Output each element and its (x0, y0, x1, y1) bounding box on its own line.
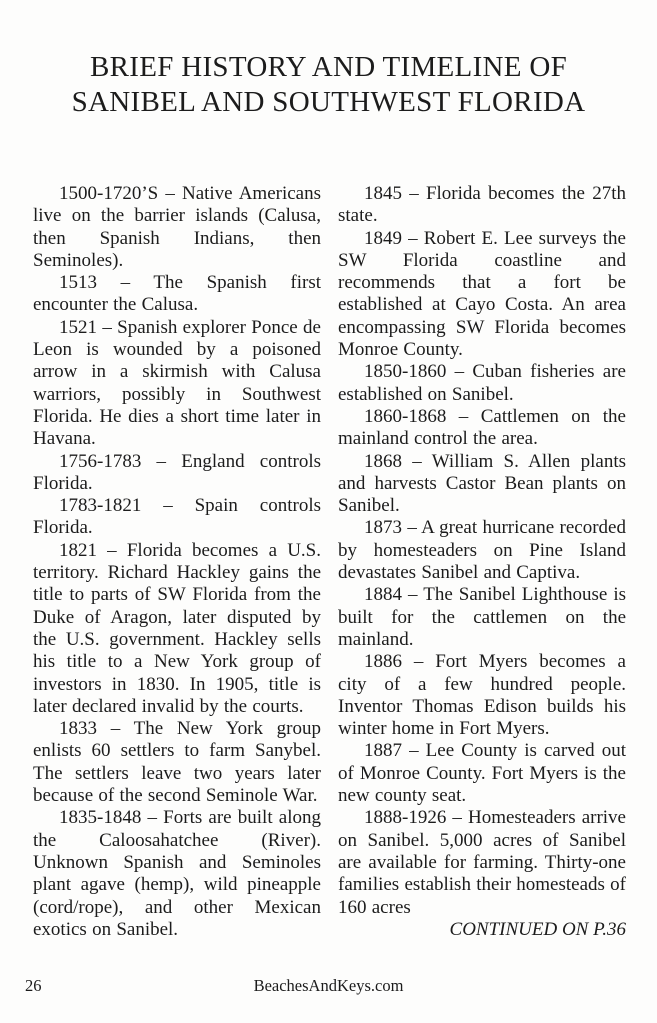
timeline-paragraph: 1873 – A great hurricane recorded by homesteaders on Pine Island devastates Sanibel and Captiva. (338, 517, 626, 584)
timeline-column-right (338, 183, 626, 941)
timeline-paragraph: 1821 – Florida becomes a U.S. territory. Richard Hackley gains the title to parts of SW Florida from the Duke of Aragon, later disputed by the U.S. government. Hackley sells his title to a New York group of investors in 1830. In 1905, title is later declared invalid by the courts. (33, 539, 321, 717)
page-title-line-1: BRIEF HISTORY AND TIMELINE OF (89, 51, 568, 83)
page-footer (0, 976, 657, 996)
timeline-paragraph: 1513 – The Spanish first encounter the Calusa. (33, 272, 321, 316)
timeline-paragraphs-left (33, 183, 321, 941)
timeline-paragraph: 1850-1860 – Cuban fisheries are established on Sanibel. (338, 361, 626, 405)
timeline-paragraph: 1886 – Fort Myers becomes a city of a few hundred people. Inventor Thomas Edison builds his winter home in Fort Myers. (338, 651, 626, 740)
timeline-paragraph: 1860-1868 – Cattlemen on the mainland control the area. (338, 405, 626, 450)
page-title (0, 0, 657, 120)
timeline-paragraph: 1833 – The New York group enlists 60 settlers to farm Sanybel. The settlers leave two years later because of the second Seminole War. (33, 718, 321, 807)
timeline-columns (33, 183, 629, 941)
website-name: BeachesAndKeys.com (253, 976, 404, 995)
timeline-paragraph: 1521 – Spanish explorer Ponce de Leon is wounded by a poisoned arrow in a skirmish with Calusa warriors, possibly in Southwest Florida. He dies a short time later in Havana. (33, 316, 321, 450)
timeline-paragraph: 1888-1926 – Homesteaders arrive on Sanibel. 5,000 acres of Sanibel are available for farming. Thirty-one families establish their homesteads of 160 acres (338, 807, 626, 918)
timeline-paragraph: 1845 – Florida becomes the 27th state. (338, 183, 626, 227)
timeline-paragraphs-right (338, 183, 626, 919)
timeline-paragraph: 1756-1783 – England controls Florida. (33, 450, 321, 494)
timeline-paragraph: 1835-1848 – Forts are built along the Caloosahatchee (River). Unknown Spanish and Seminoles plant agave (hemp), wild pineapple (cord/rope), and other Mexican exotics on Sanibel. (33, 807, 321, 940)
timeline-paragraph: 1868 – William S. Allen plants and harvests Castor Bean plants on Sanibel. (338, 450, 626, 517)
timeline-paragraph: 1500-1720’S – Native Americans live on the barrier islands (Calusa, then Spanish Indians, then Seminoles). (33, 183, 321, 271)
timeline-column-left (33, 183, 321, 941)
timeline-paragraph: 1849 – Robert E. Lee surveys the SW Florida coastline and recommends that a fort be established at Cayo Costa. An area encompassing SW Florida becomes Monroe County. (338, 227, 626, 361)
timeline-paragraph: 1783-1821 – Spain controls Florida. (33, 495, 321, 539)
timeline-paragraph: 1884 – The Sanibel Lighthouse is built for the cattlemen on the mainland. (338, 584, 626, 650)
continued-note: CONTINUED ON P.36 (449, 918, 626, 940)
page-title-line-2: SANIBEL AND SOUTHWEST FLORIDA (71, 86, 586, 118)
timeline-paragraph: 1887 – Lee County is carved out of Monroe County. Fort Myers is the new county seat. (338, 740, 626, 807)
page-number: 26 (25, 976, 42, 995)
